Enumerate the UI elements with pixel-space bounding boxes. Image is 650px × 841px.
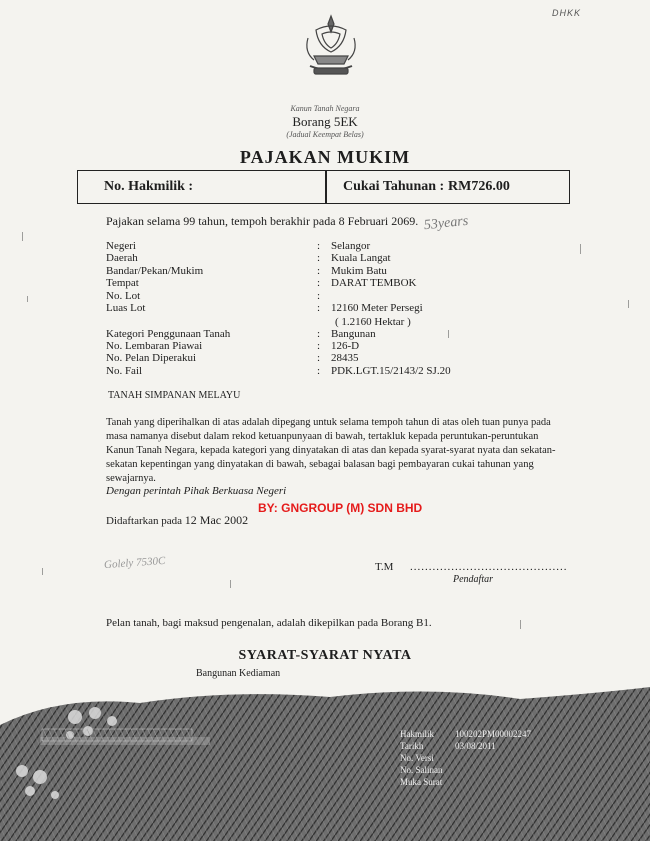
security-pattern-footer <box>0 685 650 841</box>
document-title: PAJAKAN MUKIM <box>239 147 411 167</box>
land-detail-value: Bangunan <box>331 328 376 340</box>
footer-metadata-key: No. Versi <box>400 753 434 763</box>
state-crest-emblem <box>296 12 366 84</box>
land-detail-colon: : <box>317 240 321 252</box>
watermark-text: BY: GNGROUP (M) SDN BHD <box>258 501 423 515</box>
land-detail-value: 12160 Meter Persegi <box>331 302 423 314</box>
land-detail-colon: : <box>317 352 321 364</box>
land-detail-value: ( 1.2160 Hektar ) <box>335 316 411 328</box>
land-detail-colon: : <box>317 252 321 264</box>
footer-metadata-key: Hakmilik <box>400 729 434 739</box>
land-detail-label: No. Pelan Diperakui <box>106 352 197 364</box>
express-conditions-title: SYARAT-SYARAT NYATA <box>238 648 412 663</box>
annual-tax-value: RM726.00 <box>448 179 510 194</box>
land-detail-row <box>106 365 526 379</box>
signature-tm-label: T.M <box>375 561 394 573</box>
lease-term-text: Pajakan selama 99 tahun, tempoh berakhir pada 8 Februari 2069. <box>106 214 419 228</box>
land-detail-colon: : <box>317 277 321 289</box>
land-detail-value: Kuala Langat <box>331 252 391 264</box>
footer-metadata-value: 100202PM00002247 <box>455 729 532 739</box>
form-number: Borang 5EK <box>292 114 358 129</box>
handwritten-years-note: 53years <box>423 213 469 234</box>
land-detail-colon: : <box>317 328 321 340</box>
land-detail-row <box>106 302 526 316</box>
land-detail-colon: : <box>317 302 321 314</box>
land-detail-colon: : <box>317 290 321 302</box>
express-condition-item: Bangunan Kediaman <box>196 668 281 679</box>
land-detail-value: Selangor <box>331 240 371 252</box>
land-detail-value: PDK.LGT.15/2143/2 SJ.20 <box>331 365 451 377</box>
land-detail-label: No. Fail <box>106 365 143 377</box>
land-detail-label: Daerah <box>106 252 138 264</box>
land-detail-label: No. Lot <box>106 290 141 302</box>
footer-metadata-block <box>400 729 531 789</box>
land-detail-row <box>106 277 526 291</box>
registration-date: 12 Mac 2002 <box>184 513 249 527</box>
land-detail-value: 126-D <box>331 340 360 352</box>
land-detail-label: Kategori Penggunaan Tanah <box>106 328 231 340</box>
document-reference-code: DHKK <box>552 8 582 18</box>
registration-date-line <box>106 513 248 528</box>
tenure-paragraph: Tanah yang diperihalkan di atas adalah dipegang untuk selama tempoh tahun di atas oleh tuan punya pada masa namanya disebut dalam rekod ketuanpunyaan di bawah, tertakluk kepada peruntukan-peruntukan Kanun Tanah Negara, kepada kategori yang dinyatakan di atas dan kepada syarat-syarat nyata dan sekatan-sekatan kepentingan yang dinyatakan di bawah, sebagai balasan bagi pembayaran cukai tahunan yang sewajarnya. <box>106 417 556 484</box>
footer-metadata-key: Tarikh <box>400 741 424 751</box>
footer-metadata-row <box>400 741 531 753</box>
registration-label: Didaftarkan pada <box>106 515 183 527</box>
registrar-label: Pendaftar <box>453 574 493 585</box>
land-detail-label: Tempat <box>106 277 139 289</box>
plan-attachment-note: Pelan tanah, bagi maksud pengenalan, adalah dikepilkan pada Borang B1. <box>106 617 432 629</box>
state-authority-line: Dengan perintah Pihak Berkuasa Negeri <box>106 485 287 497</box>
land-detail-label: No. Lembaran Piawai <box>106 340 203 352</box>
footer-metadata-key: Muka Surat <box>400 777 443 787</box>
schedule-caption: (Jadual Keempat Belas) <box>286 130 364 139</box>
box-divider <box>325 171 327 203</box>
hakmilik-label: No. Hakmilik : <box>104 179 194 194</box>
kanun-tanah-negara-caption: Kanun Tanah Negara <box>290 104 360 113</box>
footer-metadata-row <box>400 765 531 777</box>
footer-metadata-value: 03/08/2011 <box>455 741 496 751</box>
land-detail-colon: : <box>317 340 321 352</box>
land-detail-value: DARAT TEMBOK <box>331 277 417 289</box>
annual-tax-label: Cukai Tahunan : <box>343 179 445 194</box>
footer-metadata-row <box>400 777 531 789</box>
handwritten-stamp-note: Golely 7530C <box>103 554 166 572</box>
land-detail-row <box>106 252 526 266</box>
footer-metadata-key: No. Salinan <box>400 765 443 775</box>
land-detail-label: Luas Lot <box>106 302 146 314</box>
malay-reserve-note: TANAH SIMPANAN MELAYU <box>108 390 241 401</box>
land-detail-colon: : <box>317 265 321 277</box>
footer-metadata-row <box>400 753 531 765</box>
signature-dotted-line: .......................................... <box>410 561 568 573</box>
land-detail-colon: : <box>317 365 321 377</box>
footer-metadata-row <box>400 729 531 741</box>
land-detail-label: Bandar/Pekan/Mukim <box>106 265 204 277</box>
land-detail-label: Negeri <box>106 240 136 252</box>
land-detail-value: Mukim Batu <box>331 265 387 277</box>
land-detail-row <box>106 352 526 366</box>
title-number-box <box>77 170 570 204</box>
land-detail-value: 28435 <box>331 352 359 364</box>
